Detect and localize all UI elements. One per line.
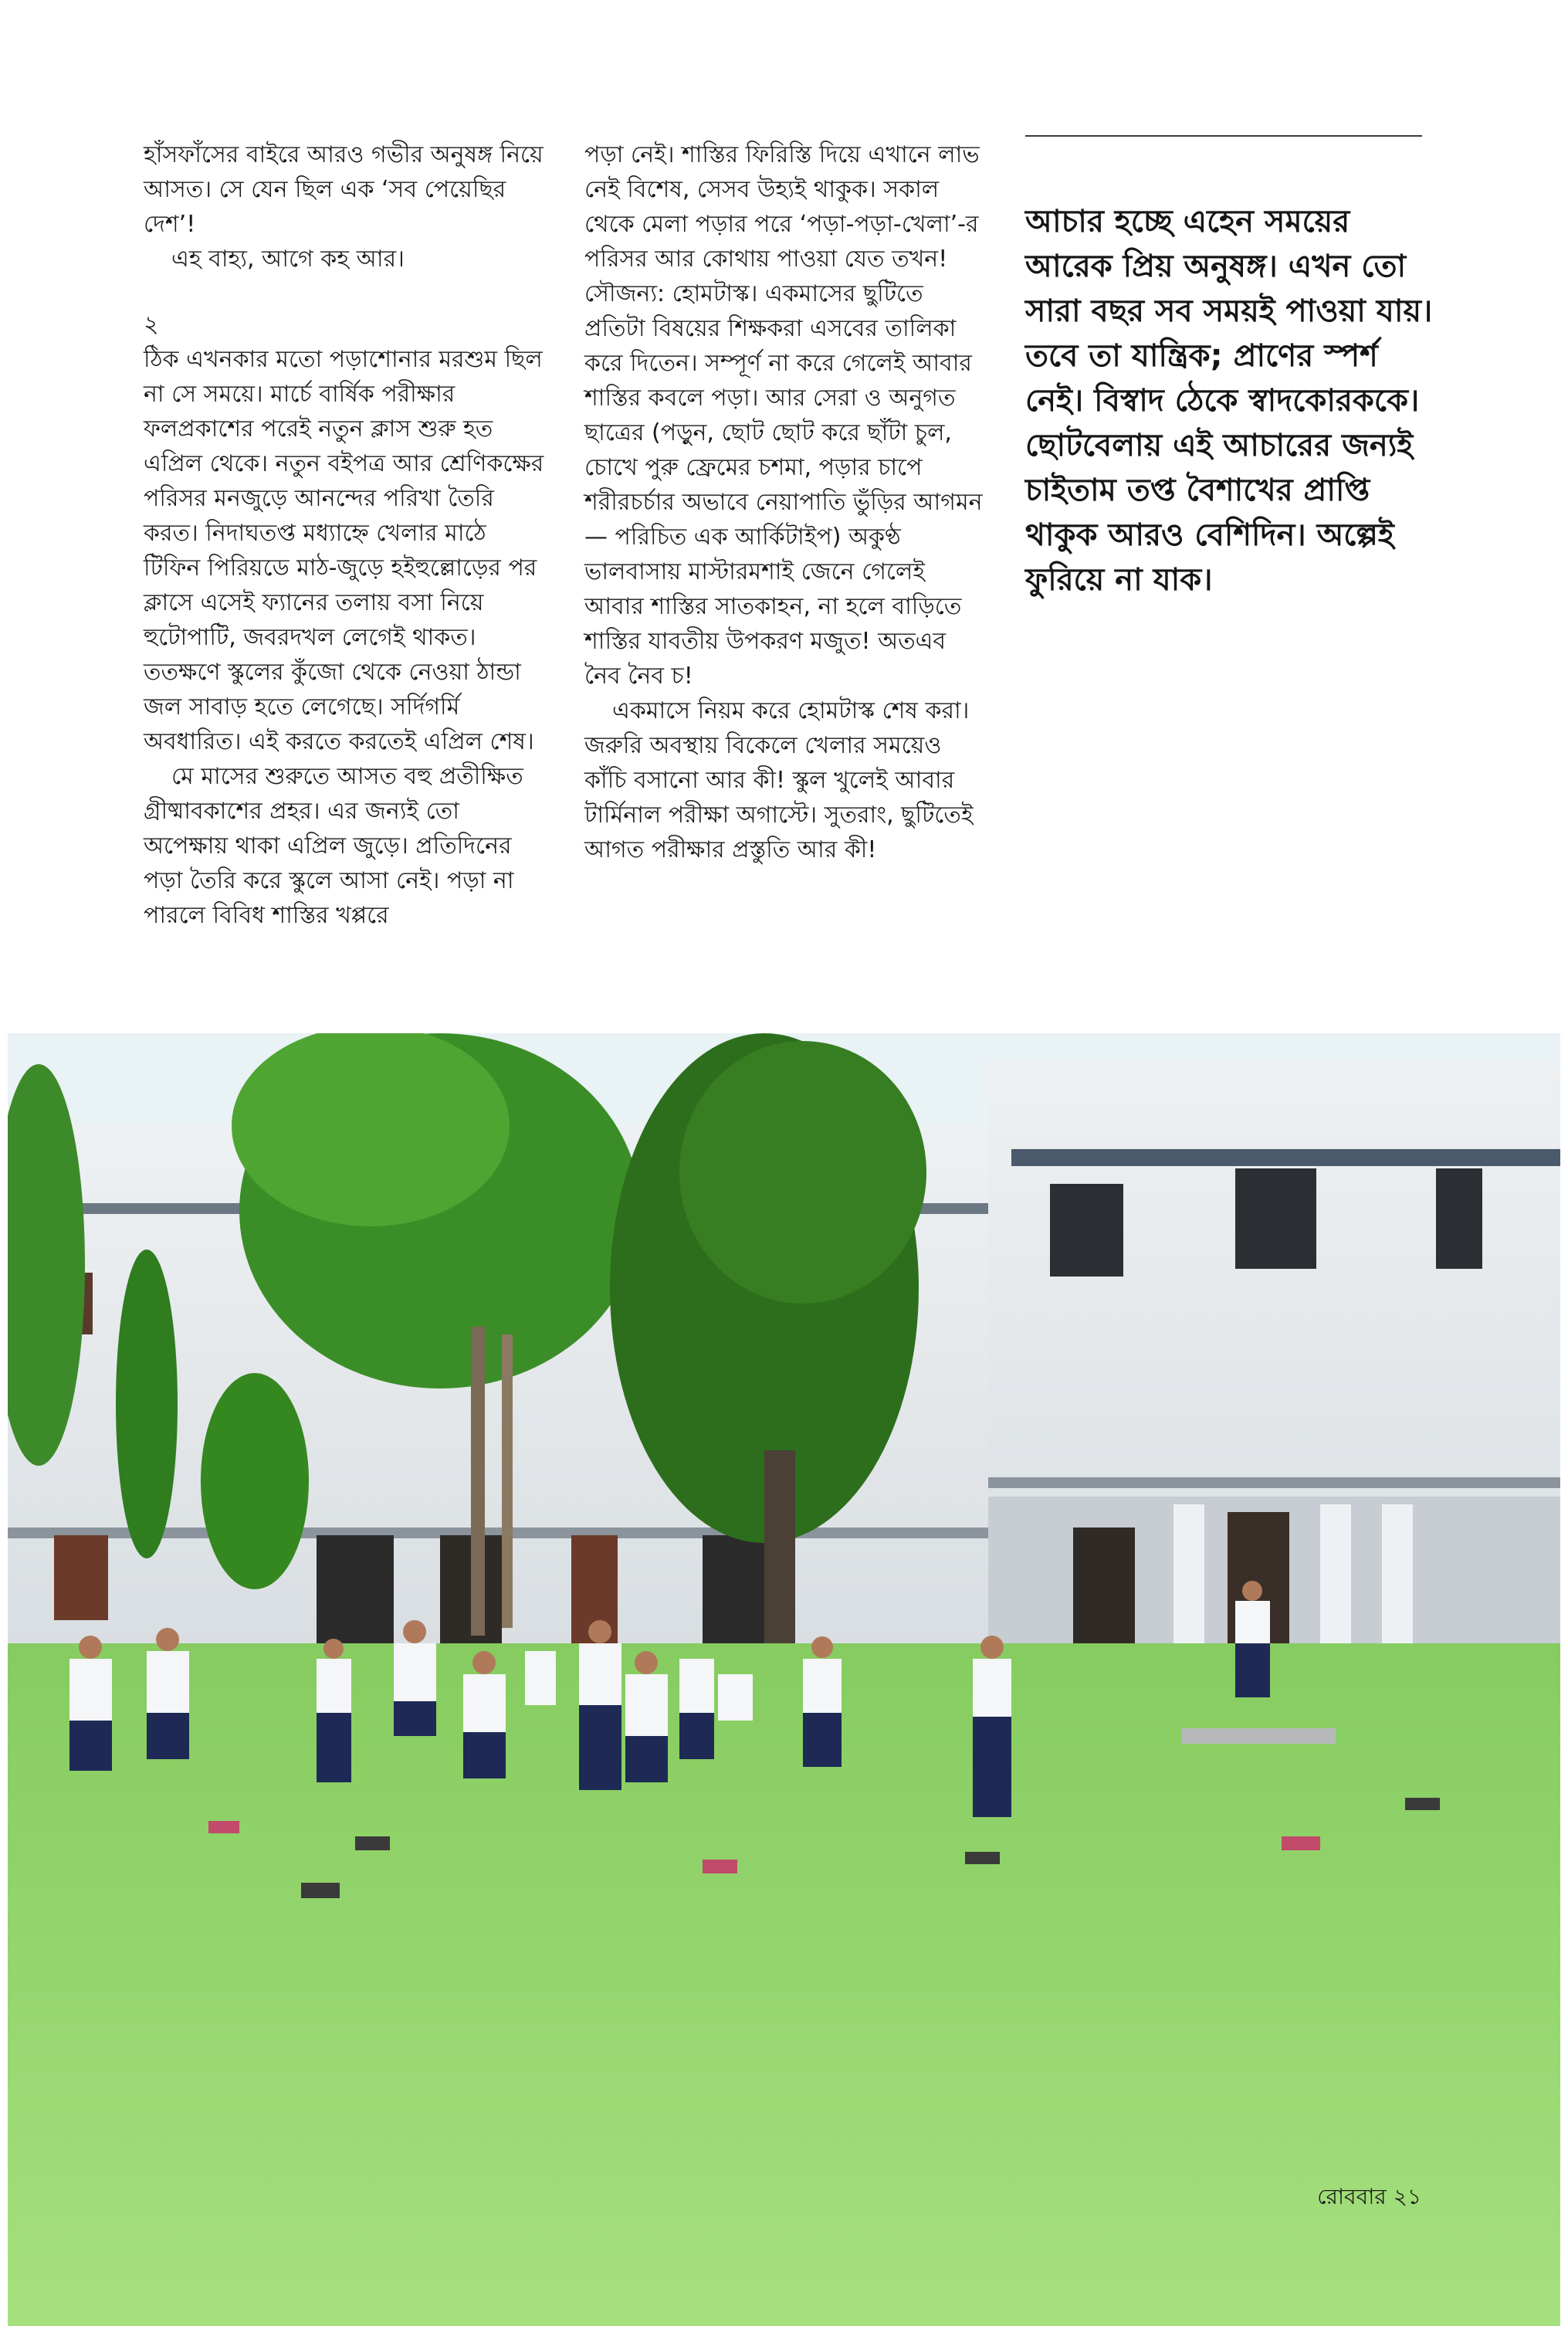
pullquote-divider	[1025, 135, 1422, 137]
paragraph: মে মাসের শুরুতে আসত বহু প্রতীক্ষিত গ্রীষ্মাবকাশের প্রহর। এর জন্যই তো অপেক্ষায় থাকা এপ্রিল জুড়ে। প্রতিদিনের পড়া তৈরি করে স্কুলে আসা নেই। পড়া না পারলে বিবিধ শাস্তির খপ্পরে	[144, 763, 523, 929]
pull-quote: আচার হচ্ছে এহেন সময়ের আরেক প্রিয় অনুষঙ্গ। এখন তো সারা বছর সব সময়ই পাওয়া যায়। তবে তা যান্ত্রিক; প্রাণের স্পর্শ নেই। বিস্বাদ ঠেকে স্বাদকোরককে। ছোটবেলায় এই আচারের জন্যই চাইতাম তপ্ত বৈশাখের প্রাপ্তি থাকুক আরও বেশিদিন। অল্পেই ফুরিয়ে না যাক।	[1025, 204, 1433, 598]
page-number: রোববার ২১	[1317, 2184, 1421, 2209]
paragraph: হাঁসফাঁসের বাইরে আরও গভীর অনুষঙ্গ নিয়ে আসত। সে যেন ছিল এক ‘সব পেয়েছির দেশ’!	[144, 141, 544, 238]
school-courtyard-photo	[8, 1033, 1560, 2326]
paragraph: এহ বাহ্য, আগে কহ আর।	[171, 246, 405, 273]
article-column-2	[584, 137, 986, 867]
paragraph: ঠিক এখনকার মতো পড়াশোনার মরশুম ছিল না সে সময়ে। মার্চে বার্ষিক পরীক্ষার ফলপ্রকাশের পরেই নতুন ক্লাস শুরু হত এপ্রিল থেকে। নতুন বইপত্র আর শ্রেণিকক্ষের পরিসর মনজুড়ে আনন্দের পরিখা তৈরি করত। নিদাঘতপ্ত মধ্যাহ্নে খেলার মাঠে টিফিন পিরিয়ডে মাঠ-জুড়ে হইহুল্লোড়ের পর ক্লাসে এসেই ফ্যানের তলায় বসা নিয়ে হুটোপাটি, জবরদখল লেগেই থাকত। ততক্ষণে স্কুলের কুঁজো থেকে নেওয়া ঠান্ডা জল সাবাড় হতে লেগেছে। সর্দিগর্মি অবধারিত। এই করতে করতেই এপ্রিল শেষ।	[144, 346, 544, 755]
article-column-1	[144, 137, 545, 933]
section-number: ২	[144, 311, 159, 338]
paragraph: পড়া নেই। শাস্তির ফিরিস্তি দিয়ে এখানে লাভ নেই বিশেষ, সেসব উহ্যই থাকুক। সকাল থেকে মেলা পড়ার পরে ‘পড়া-পড়া-খেলা’-র পরিসর আর কোথায় পাওয়া যেত তখন! সৌজন্য: হোমটাস্ক। একমাসের ছুটিতে প্রতিটা বিষয়ের শিক্ষকরা এসবের তালিকা করে দিতেন। সম্পূর্ণ না করে গেলেই আবার শাস্তির কবলে পড়া। আর সেরা ও অনুগত ছাত্রের (পড়ুন, ছোট ছোট করে ছাঁটা চুল, চোখে পুরু ফ্রেমের চশমা, পড়ার চাপে শরীরচর্চার অভাবে নেয়াপাতি ভুঁড়ির আগমন— পরিচিত এক আর্কিটাইপ) অকুণ্ঠ ভালবাসায় মাস্টারমশাই জেনে গেলেই আবার শাস্তির সাতকাহন, না হলে বাড়িতে শাস্তির যাবতীয় উপকরণ মজুত! অতএব নৈব নৈব চ!	[584, 141, 983, 690]
paragraph: একমাসে নিয়ম করে হোমটাস্ক শেষ করা। জরুরি অবস্থায় বিকেলে খেলার সময়েও কাঁচি বসানো আর কী! স্কুল খুলেই আবার টার্মিনাল পরীক্ষা অগাস্টে। সুতরাং, ছুটিতেই আগত পরীক্ষার প্রস্তুতি আর কী!	[584, 697, 974, 863]
